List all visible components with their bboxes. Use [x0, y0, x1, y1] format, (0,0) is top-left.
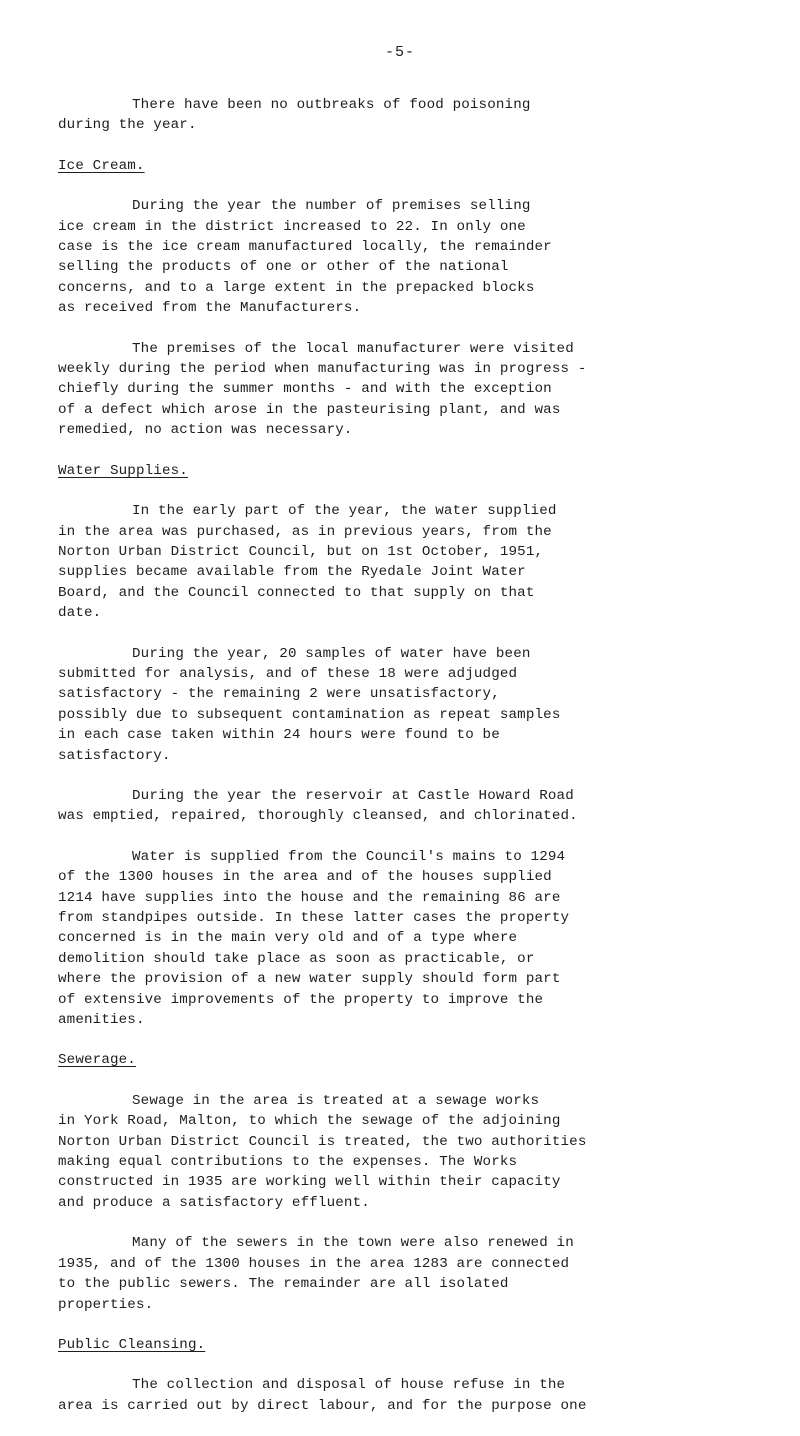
water-paragraph-4: Water is supplied from the Council's mains to 1294 of the 1300 houses in the area and of the houses supplied 1214 have supplies into the house and the remaining 86 are from standpipes outside. In these latter cases the property concerned is in the main very old and of a type where demolition should take place as soon as practicable, or where the provision of a new water supply should form part of extensive improvements of the property to improve the amenities. — [58, 848, 570, 1029]
page-number: -5- — [384, 44, 415, 61]
heading-sewerage: Sewerage. — [58, 1052, 136, 1069]
sewerage-paragraph-1: Sewage in the area is treated at a sewage works in York Road, Malton, to which the sewage of the adjoining Norton Urban District Council is treated, the two authorities making equal contributions to the expenses. The Works constructed in 1935 are working well within their capacity and produce a satisfactory effluent. — [58, 1092, 587, 1211]
water-paragraph-1: In the early part of the year, the water supplied in the area was purchased, as in previous years, from the Norton Urban District Council, but on 1st October, 1951, supplies became available from the Ryedale Joint Water Board, and the Council connected to that supply on that date. — [58, 503, 557, 622]
water-paragraph-2: During the year, 20 samples of water have been submitted for analysis, and of these 18 were adjudged satisfactory - the remaining 2 were unsatisfactory, possibly due to subsequent contamination as repeat samples in each case taken within 24 hours were found to be satisfactory. — [58, 645, 561, 764]
page-body — [58, 95, 798, 1436]
water-paragraph-3: During the year the reservoir at Castle Howard Road was emptied, repaired, thoroughly cleansed, and chlorinated. — [58, 787, 578, 825]
heading-water-supplies: Water Supplies. — [58, 462, 188, 479]
heading-public-cleansing: Public Cleansing. — [58, 1336, 206, 1353]
intro-paragraph: There have been no outbreaks of food poisoning during the year. — [58, 97, 531, 134]
sewerage-paragraph-2: Many of the sewers in the town were also renewed in 1935, and of the 1300 houses in the area 1283 are connected to the public sewers. The remainder are all isolated properties. — [58, 1235, 574, 1313]
heading-ice-cream: Ice Cream. — [58, 157, 145, 174]
ice-cream-paragraph-2: The premises of the local manufacturer were visited weekly during the period when manufacturing was in progress - chiefly during the summer months - and with the exception of a defect which arose in the pasteurising plant, and was remedied, no action was necessary. — [58, 340, 587, 439]
cleansing-paragraph-1: The collection and disposal of house refuse in the area is carried out by direct labour, and for the purpose one — [58, 1377, 587, 1414]
ice-cream-paragraph-1: During the year the number of premises selling ice cream in the district increased to 22. In only one case is the ice cream manufactured locally, the remainder selling the products of one or other of the national concerns, and to a large extent in the prepacked blocks as received from the Manufacturers. — [58, 198, 552, 317]
